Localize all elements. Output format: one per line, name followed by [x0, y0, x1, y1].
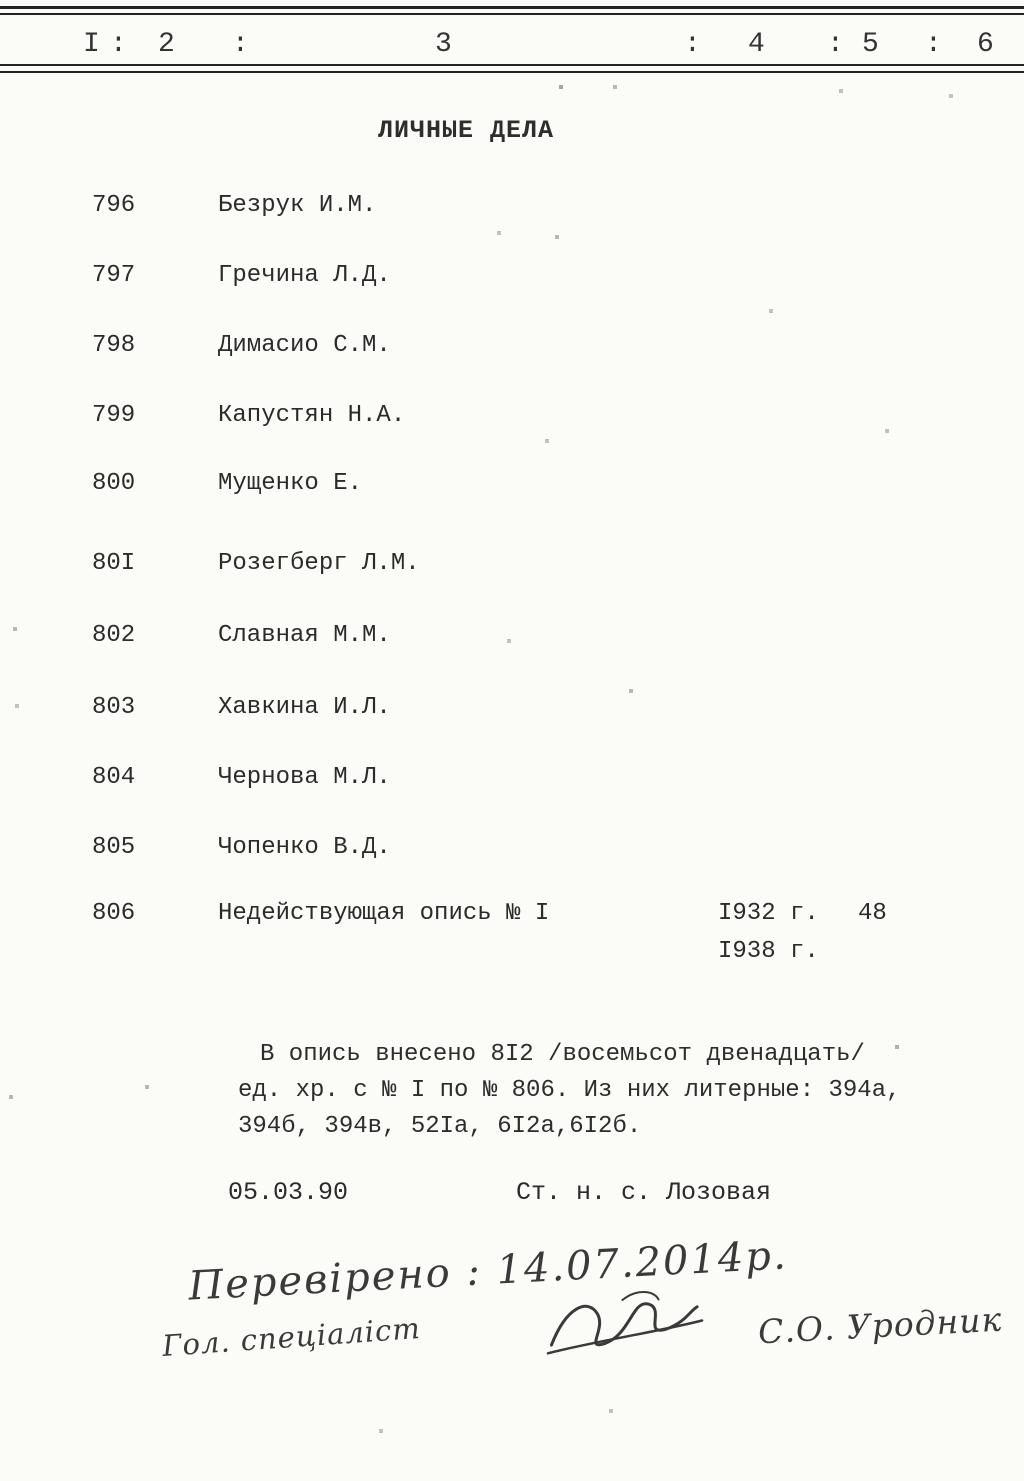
header-rule-line-2: [0, 71, 1024, 73]
entry-number: 798: [92, 332, 136, 359]
entry-name: Чернова М.Л.: [218, 764, 391, 791]
handwritten-role-note: Гол. спеціаліст: [161, 1311, 422, 1363]
summary-line-2: ед. хр. с № I по № 806. Из них литерные: 394а,: [238, 1077, 901, 1104]
signature-scribble: [535, 1276, 710, 1368]
entry-year-end: I938 г.: [718, 938, 819, 965]
header-col-6: 6: [977, 29, 994, 60]
summary-line-1: В опись внесено 8I2 /восемьсот двенадцать/: [260, 1041, 865, 1068]
header-separator: :: [232, 29, 249, 60]
header-separator: :: [925, 29, 942, 60]
entry-number: 802: [92, 622, 136, 649]
header-col-5: 5: [862, 29, 879, 60]
entry-name: Димасио С.М.: [218, 332, 391, 359]
entry-name: Недействующая опись № I: [218, 900, 550, 927]
header-separator: :: [684, 29, 701, 60]
entry-name: Чопенко В.Д.: [218, 834, 391, 861]
header-col-1: I: [83, 29, 100, 60]
header-col-4: 4: [748, 29, 765, 60]
entry-name: Капустян Н.А.: [218, 402, 406, 429]
entry-year-start: I932 г.: [718, 900, 819, 927]
entry-name: Гречина Л.Д.: [218, 262, 391, 289]
entry-name: Хавкина И.Л.: [218, 694, 391, 721]
entry-name: Розегберг Л.М.: [218, 550, 420, 577]
top-rule-line-2: [0, 13, 1024, 15]
entry-name: Мущенко Е.: [218, 470, 363, 497]
header-col-2: 2: [158, 29, 175, 60]
entry-number: 803: [92, 694, 136, 721]
header-separator: :: [827, 29, 844, 60]
document-date: 05.03.90: [228, 1178, 349, 1207]
entry-number: 797: [92, 262, 136, 289]
top-rule-line-1: [0, 6, 1024, 9]
entry-count: 48: [858, 900, 887, 927]
entry-number: 800: [92, 470, 136, 497]
scan-noise: [0, 0, 2, 2]
signatory-title: Ст. н. с. Лозовая: [516, 1178, 772, 1207]
entry-number: 804: [92, 764, 136, 791]
entry-number: 806: [92, 900, 136, 927]
entry-number: 805: [92, 834, 136, 861]
header-separator: :: [110, 29, 127, 60]
header-rule-line-1: [0, 64, 1024, 66]
handwritten-specialist-name: С.О. Уродник: [757, 1299, 1004, 1352]
entry-number: 80I: [92, 550, 136, 577]
section-title: ЛИЧНЫЕ ДЕЛА: [378, 116, 555, 145]
entry-number: 799: [92, 402, 136, 429]
entry-number: 796: [92, 192, 136, 219]
entry-name: Славная М.М.: [218, 622, 391, 649]
entry-name: Безрук И.М.: [218, 192, 377, 219]
handwritten-checked-note: Перевірено : 14.07.2014р.: [187, 1232, 789, 1310]
summary-line-3: 394б, 394в, 52Iа, 6I2а,6I2б.: [238, 1113, 642, 1140]
header-col-3: 3: [435, 29, 452, 60]
